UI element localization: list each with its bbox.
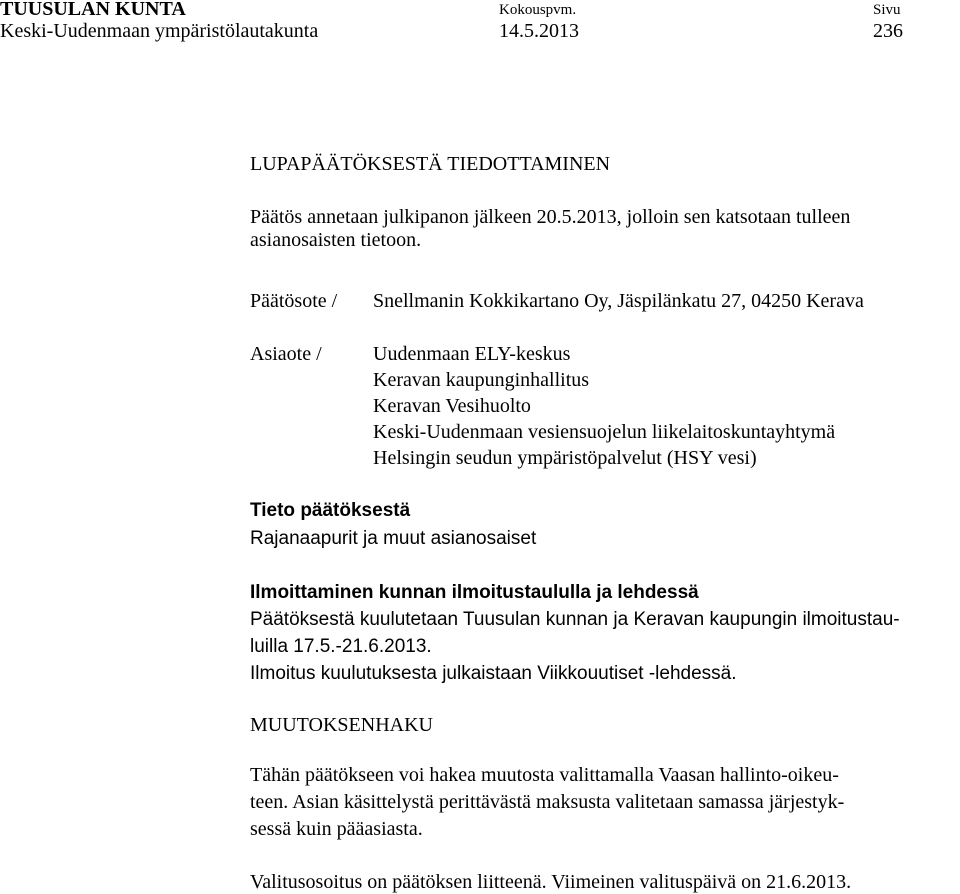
case-copy-recipient: Keravan kaupunginhallitus (373, 369, 590, 391)
appeal-heading: MUUTOKSENHAKU (250, 714, 433, 736)
info-text: Rajanaapurit ja muut asianosaiset (250, 528, 537, 549)
section-title: LUPAPÄÄTÖKSESTÄ TIEDOTTAMINEN (250, 153, 611, 175)
case-copy-label: Asiaote / (250, 343, 322, 365)
page-number: 236 (873, 20, 903, 42)
appeal-line-3: sessä kuin pääasiasta. (250, 818, 423, 840)
intro-line-2: asianosaisten tietoon. (250, 229, 422, 251)
board-name: Keski-Uudenmaan ympäristölautakunta (0, 20, 319, 42)
case-copy-recipient: Keski-Uudenmaan vesiensuojelun liikelaitoskuntayhtymä (373, 421, 836, 443)
intro-line-1: Päätös annetaan julkipanon jälkeen 20.5.2013, jolloin sen katsotaan tulleen (250, 206, 851, 228)
case-copy-recipient: Helsingin seudun ympäristöpalvelut (HSY vesi) (373, 447, 757, 469)
appeal-line-2: teen. Asian käsittelystä perittävästä maksusta valitetaan samassa järjestyk- (250, 791, 845, 813)
decision-copy-label: Päätösote / (250, 290, 338, 312)
case-copy-recipient: Keravan Vesihuolto (373, 395, 531, 417)
notice-line-1: Päätöksestä kuulutetaan Tuusulan kunnan ja Keravan kaupungin ilmoitustau- (250, 609, 900, 630)
appeal-line-1: Tähän päätökseen voi hakea muutosta valittamalla Vaasan hallinto-oikeu- (250, 764, 839, 786)
appeal-final-note: Valitusosoitus on päätöksen liitteenä. Viimeinen valituspäivä on 21.6.2013. (250, 871, 852, 893)
municipality-name: TUUSULAN KUNTA (0, 0, 186, 20)
meeting-date: 14.5.2013 (499, 20, 579, 42)
page-label: Sivu (873, 2, 901, 18)
notice-line-2: luilla 17.5.-21.6.2013. (250, 636, 432, 657)
meeting-date-label: Kokouspvm. (499, 2, 577, 18)
case-copy-recipient: Uudenmaan ELY-keskus (373, 343, 571, 365)
info-heading: Tieto päätöksestä (250, 500, 411, 521)
decision-copy-recipient: Snellmanin Kokkikartano Oy, Jäspilänkatu 27, 04250 Kerava (373, 290, 864, 312)
notice-line-3: Ilmoitus kuulutuksesta julkaistaan Viikkouutiset -lehdessä. (250, 663, 737, 684)
notice-heading: Ilmoittaminen kunnan ilmoitustaululla ja lehdessä (250, 582, 699, 603)
